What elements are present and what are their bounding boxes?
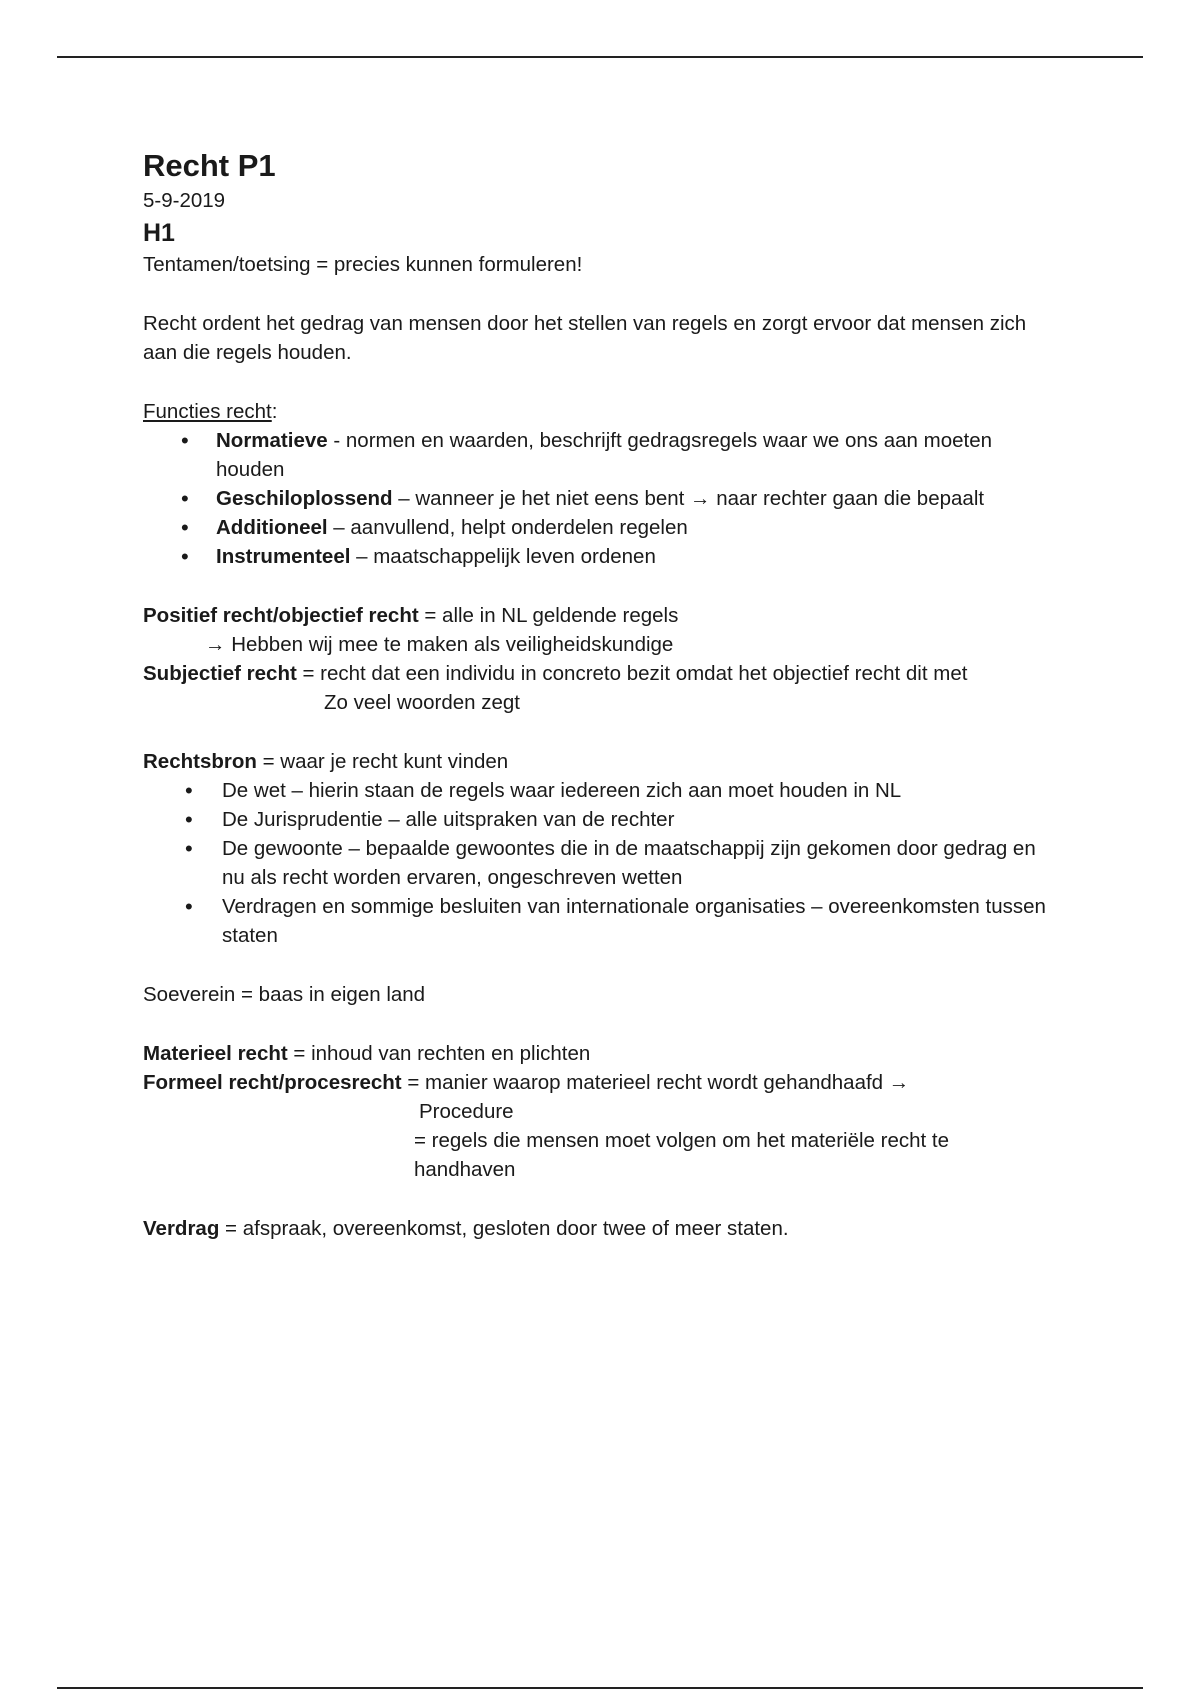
intro-line: Tentamen/toetsing = precies kunnen formuleren! bbox=[143, 253, 583, 276]
functies-heading: Functies recht: bbox=[143, 400, 278, 423]
header-rule bbox=[57, 56, 1143, 58]
list-item: • De wet – hierin staan de regels waar iedereen zich aan moet houden in NL bbox=[143, 776, 1063, 805]
paragraph-recht-ordent: Recht ordent het gedrag van mensen door het stellen van regels en zorgt ervoor dat mensen zich aan die regels houden. bbox=[143, 312, 1027, 364]
positief-recht-definition: Positief recht/objectief recht = alle in NL geldende regels bbox=[143, 604, 679, 627]
materieel-recht-definition: Materieel recht = inhoud van rechten en plichten bbox=[143, 1042, 591, 1065]
rechtsbron-definition: Rechtsbron = waar je recht kunt vinden bbox=[143, 750, 509, 773]
positief-recht-note: → Hebben wij mee te maken als veiligheidskundige bbox=[205, 633, 674, 656]
formeel-recht-definition: Formeel recht/procesrecht = manier waarop materieel recht wordt gehandhaafd → bbox=[143, 1071, 910, 1094]
list-item: • Verdragen en sommige besluiten van internationale organisaties – overeenkomsten tussen staten bbox=[143, 892, 1063, 950]
list-item: • Additioneel – aanvullend, helpt onderdelen regelen bbox=[143, 513, 1063, 542]
document-date: 5-9-2019 bbox=[143, 189, 226, 212]
functies-list bbox=[143, 426, 1063, 571]
verdrag-definition: Verdrag = afspraak, overeenkomst, gesloten door twee of meer staten. bbox=[143, 1217, 789, 1240]
list-item: • De gewoonte – bepaalde gewoontes die in de maatschappij zijn gekomen door gedrag en nu als recht worden ervaren, ongeschreven wetten bbox=[143, 834, 1063, 892]
formeel-recht-line2: Procedure bbox=[419, 1100, 514, 1123]
document-title: Recht P1 bbox=[143, 148, 276, 183]
subjectief-recht-definition: Subjectief recht = recht dat een individu in concreto bezit omdat het objectief recht dit met bbox=[143, 662, 968, 685]
rechtsbron-list bbox=[143, 776, 1063, 950]
soeverein-definition: Soeverein = baas in eigen land bbox=[143, 983, 426, 1006]
subjectief-recht-continuation: Zo veel woorden zegt bbox=[324, 691, 521, 714]
footer-rule bbox=[57, 1687, 1143, 1689]
chapter-heading: H1 bbox=[143, 219, 175, 247]
list-item: • Instrumenteel – maatschappelijk leven ordenen bbox=[143, 542, 1063, 571]
formeel-recht-line4: handhaven bbox=[414, 1158, 516, 1181]
document-body bbox=[143, 146, 1063, 1243]
list-item: • Normatieve - normen en waarden, beschrijft gedragsregels waar we ons aan moeten houden bbox=[143, 426, 1063, 484]
list-item: • Geschiloplossend – wanneer je het niet eens bent → naar rechter gaan die bepaalt bbox=[143, 484, 1063, 513]
list-item: • De Jurisprudentie – alle uitspraken van de rechter bbox=[143, 805, 1063, 834]
functies-label: Functies recht bbox=[143, 400, 272, 423]
formeel-recht-line3: = regels die mensen moet volgen om het materiële recht te bbox=[414, 1129, 949, 1152]
